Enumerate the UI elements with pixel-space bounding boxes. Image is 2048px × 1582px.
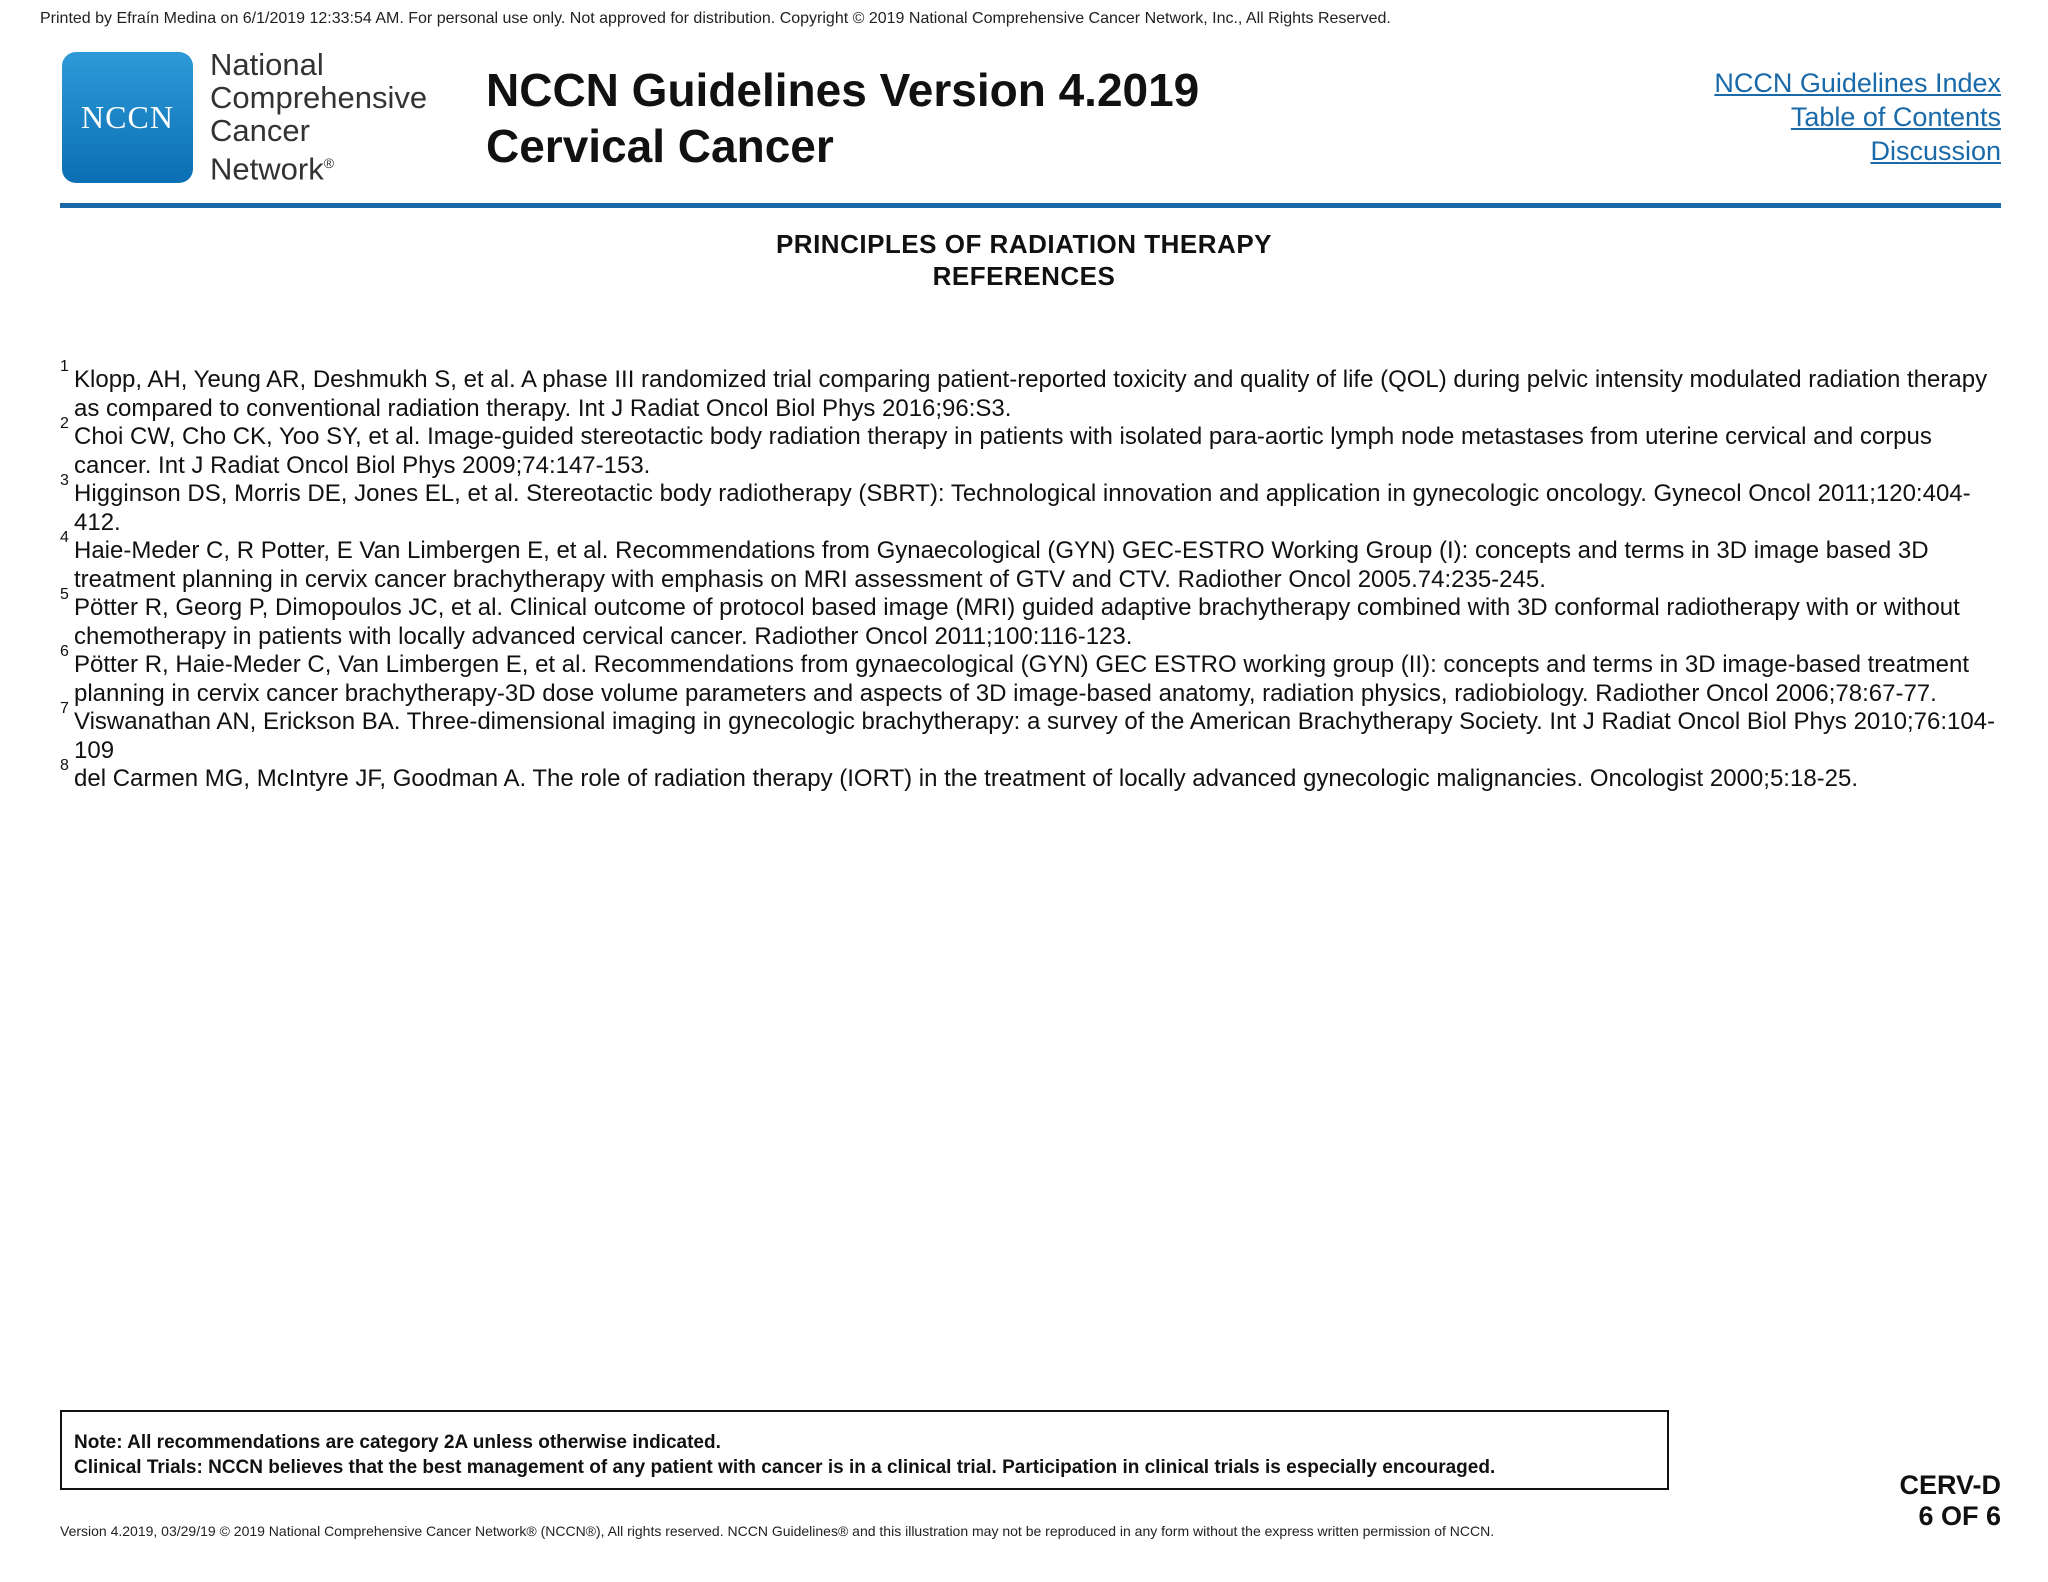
page-title bbox=[486, 62, 1199, 174]
reference-number: 7 bbox=[60, 700, 69, 717]
reference-text: Higginson DS, Morris DE, Jones EL, et al. Stereotactic body radiotherapy (SBRT): Technological innovation and application in gynecologic oncology. Gynecol Oncol 2011;120:404-412. bbox=[74, 480, 1971, 536]
discussion-link[interactable]: Discussion bbox=[1870, 136, 2001, 166]
reference-text: Choi CW, Cho CK, Yoo SY, et al. Image-guided stereotactic body radiation therapy in patients with isolated para-aortic lymph node metastases from uterine cervical and corpus cancer. Int J Radiat Oncol Biol Phys 2009;74:147-153. bbox=[74, 423, 1932, 479]
reference-text: Pötter R, Haie-Meder C, Van Limbergen E, et al. Recommendations from gynaecological (GYN) GEC ESTRO working group (II): concepts and terms in 3D image-based treatment planning in cervix cancer brachytherapy-3D dose volume parameters and aspects of 3D image-based anatomy, radiation physics, radiobiology. Radiother Oncol 2006;78:67-77. bbox=[74, 651, 1970, 707]
header-divider bbox=[60, 203, 2001, 208]
reference-number: 8 bbox=[60, 757, 69, 774]
page-number: 6 OF 6 bbox=[1918, 1501, 2001, 1531]
note-clinical-trials: Clinical Trials: NCCN believes that the best management of any patient with cancer is in a clinical trial. Participation in clinical trials is especially encouraged. bbox=[74, 1457, 1496, 1478]
header-nav bbox=[1714, 66, 2001, 168]
reference-number: 3 bbox=[60, 472, 69, 489]
org-line-2: Comprehensive bbox=[210, 80, 428, 115]
guidelines-version: NCCN Guidelines Version 4.2019 bbox=[486, 64, 1200, 116]
cancer-type: Cervical Cancer bbox=[486, 120, 834, 172]
page-code-id: CERV-D bbox=[1899, 1470, 2001, 1500]
guidelines-index-link[interactable]: NCCN Guidelines Index bbox=[1714, 68, 2001, 98]
reference-text: del Carmen MG, McIntyre JF, Goodman A. The role of radiation therapy (IORT) in the treatment of locally advanced gynecologic malignancies. Oncologist 2000;5:18-25. bbox=[74, 765, 1859, 792]
list-item bbox=[60, 757, 2005, 794]
reference-list bbox=[60, 358, 2005, 794]
list-item bbox=[60, 529, 2005, 594]
list-item bbox=[60, 415, 2005, 480]
reference-text: Pötter R, Georg P, Dimopoulos JC, et al. Clinical outcome of protocol based image (MRI) guided adaptive brachytherapy combined with 3D conformal radiotherapy with or without chemotherapy in patients with locally advanced cervical cancer. Radiother Oncol 2011;100:116-123. bbox=[74, 594, 1960, 650]
table-of-contents-link[interactable]: Table of Contents bbox=[1790, 102, 2001, 132]
reference-number: 4 bbox=[60, 529, 69, 546]
section-heading bbox=[0, 228, 2048, 292]
print-notice: Printed by Efraín Medina on 6/1/2019 12:33:54 AM. For personal use only. Not approved for distribution. Copyright © 2019 National Comprehensive Cancer Network, Inc., All Rights Reserved. bbox=[40, 10, 1391, 27]
list-item bbox=[60, 586, 2005, 651]
section-subtitle: REFERENCES bbox=[932, 261, 1116, 291]
note-box bbox=[60, 1410, 1669, 1490]
registered-mark: ® bbox=[323, 155, 335, 171]
reference-number: 1 bbox=[60, 358, 69, 375]
reference-number: 6 bbox=[60, 643, 69, 660]
reference-text: Viswanathan AN, Erickson BA. Three-dimensional imaging in gynecologic brachytherapy: a survey of the American Brachytherapy Society. Int J Radiat Oncol Biol Phys 2010;76:104-109 bbox=[74, 708, 1996, 764]
org-line-1: National bbox=[210, 47, 324, 82]
reference-text: Haie-Meder C, R Potter, E Van Limbergen E, et al. Recommendations from Gynaecological (GYN) GEC-ESTRO Working Group (I): concepts and terms in 3D image based 3D treatment planning in cervix cancer brachytherapy with emphasis on MRI assessment of GTV and CTV. Radiother Oncol 2005.74:235-245. bbox=[74, 537, 1929, 593]
organization-name bbox=[210, 48, 427, 185]
note-category: Note: All recommendations are category 2A unless otherwise indicated. bbox=[74, 1432, 721, 1453]
list-item bbox=[60, 358, 2005, 423]
reference-number: 2 bbox=[60, 415, 69, 432]
list-item bbox=[60, 700, 2005, 765]
org-line-4: Network® bbox=[210, 151, 335, 187]
page-code bbox=[1899, 1470, 2001, 1532]
list-item bbox=[60, 643, 2005, 708]
reference-text: Klopp, AH, Yeung AR, Deshmukh S, et al. A phase III randomized trial comparing patient-reported toxicity and quality of life (QOL) during pelvic intensity modulated radiation therapy as compared to conventional radiation therapy. Int J Radiat Oncol Biol Phys 2016;96:S3. bbox=[74, 366, 1988, 422]
list-item bbox=[60, 472, 2005, 537]
reference-number: 5 bbox=[60, 586, 69, 603]
section-title: PRINCIPLES OF RADIATION THERAPY bbox=[775, 229, 1273, 259]
footer-copyright: Version 4.2019, 03/29/19 © 2019 National Comprehensive Cancer Network® (NCCN®), All rights reserved. NCCN Guidelines® and this illustration may not be reproduced in any form without the express written permission of NCCN. bbox=[60, 1523, 1495, 1539]
logo-text: NCCN bbox=[81, 99, 174, 135]
nccn-logo bbox=[62, 52, 193, 183]
org-line-3: Cancer bbox=[210, 113, 310, 148]
